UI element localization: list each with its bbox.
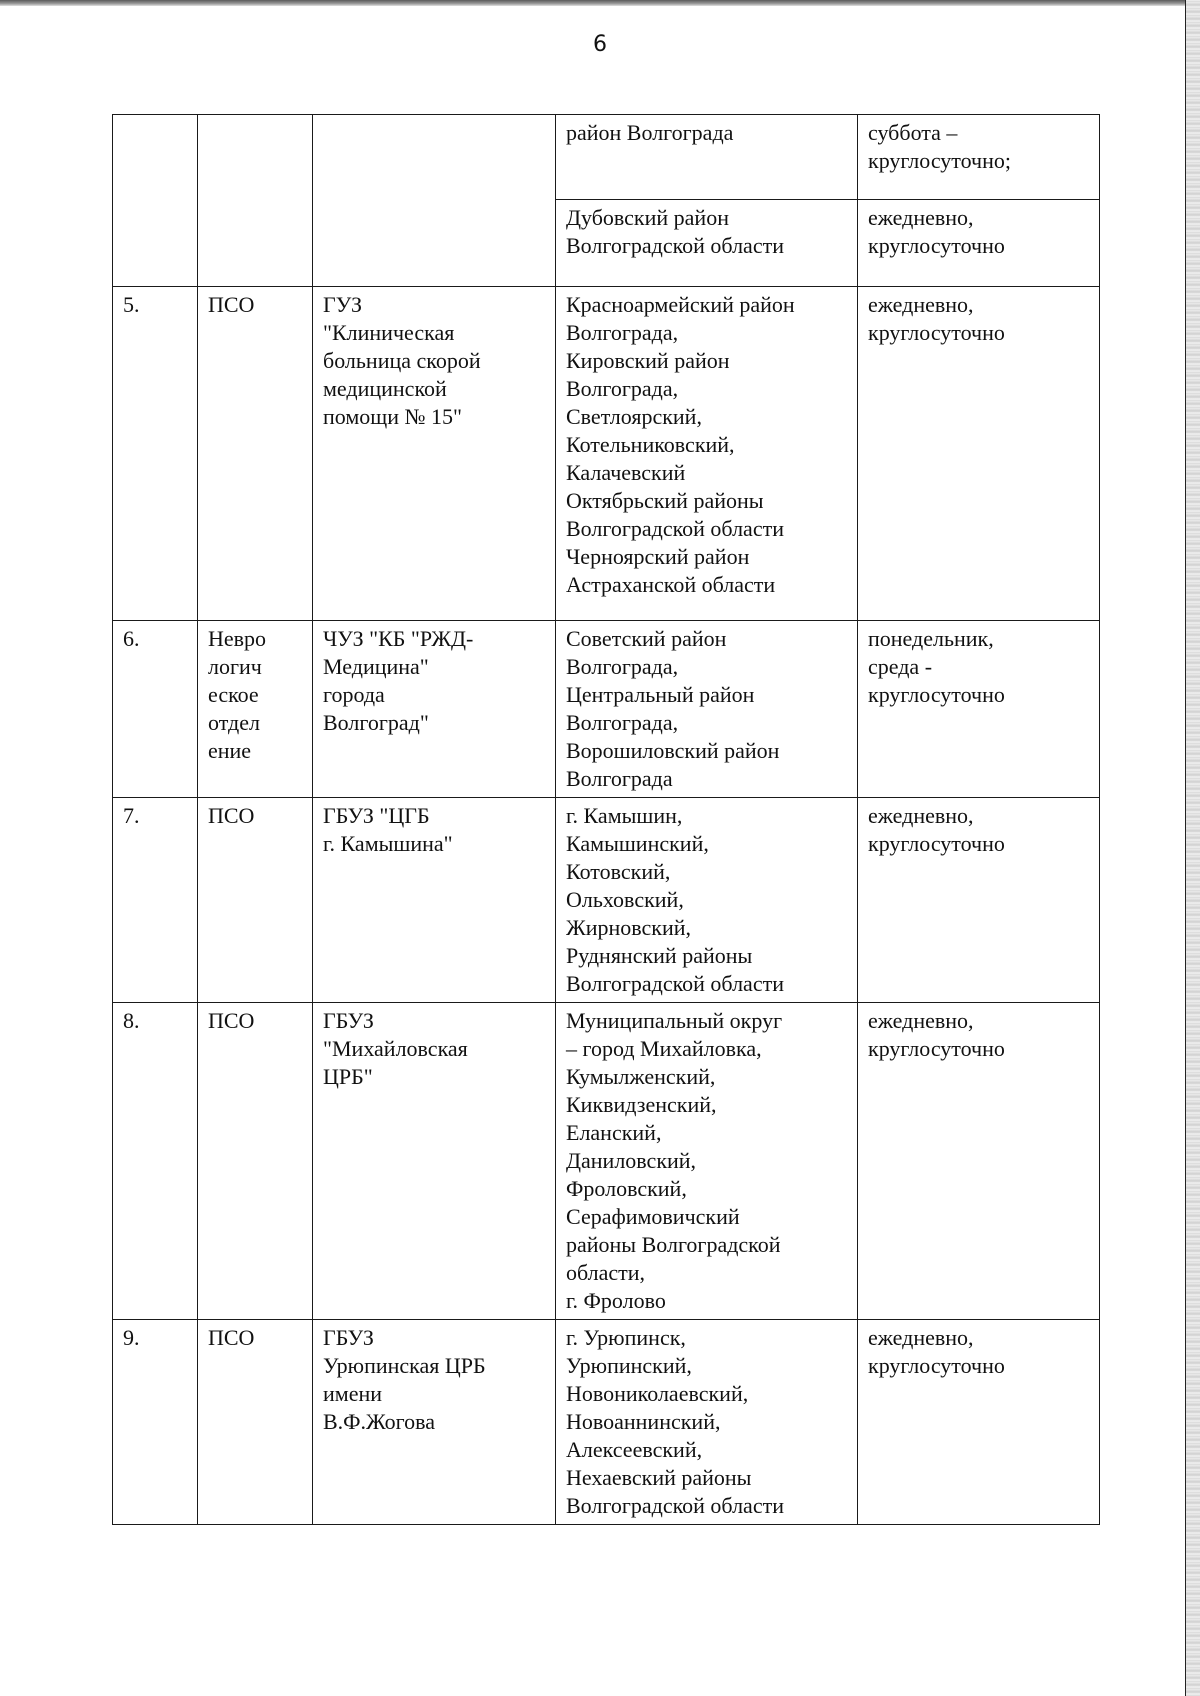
schedule: ежедневно, круглосуточно: [858, 798, 1100, 1003]
table-row: [113, 621, 1100, 798]
institution-name: ЧУЗ "КБ "РЖД- Медицина" города Волгоград": [313, 621, 556, 798]
schedule: ежедневно, круглосуточно: [858, 1003, 1100, 1320]
unit-type: ПСО: [198, 798, 313, 1003]
institution-name: ГБУЗ Урюпинская ЦРБ имени В.Ф.Жогова: [313, 1320, 556, 1525]
row-number: 7.: [113, 798, 198, 1003]
scan-right-edge: [1185, 0, 1200, 1696]
service-area: г. Урюпинск, Урюпинский, Новониколаевский, Новоаннинский, Алексеевский, Нехаевский районы Волгоградской области: [556, 1320, 858, 1525]
table-row: [113, 287, 1100, 621]
table-row-continuation-1: [113, 115, 1100, 200]
unit-type: Невро логич еское отдел ение: [198, 621, 313, 798]
row-number: 9.: [113, 1320, 198, 1525]
schedule-cell: суббота – круглосуточно;: [858, 115, 1100, 200]
type-cell: [198, 200, 313, 287]
schedule-cell: ежедневно, круглосуточно: [858, 200, 1100, 287]
type-cell: [198, 115, 313, 200]
table-row: [113, 1320, 1100, 1525]
institution-name: ГУЗ "Клиническая больница скорой медицинской помощи № 15": [313, 287, 556, 621]
schedule: ежедневно, круглосуточно: [858, 1320, 1100, 1525]
table-row: [113, 1003, 1100, 1320]
schedule: ежедневно, круглосуточно: [858, 287, 1100, 621]
num-cell: [113, 200, 198, 287]
institution-cell: [313, 200, 556, 287]
page-number: 6: [593, 32, 607, 57]
facilities-table: [112, 114, 1100, 1525]
area-cell: Дубовский район Волгоградской области: [556, 200, 858, 287]
institution-name: ГБУЗ "Михайловская ЦРБ": [313, 1003, 556, 1320]
service-area: Муниципальный округ – город Михайловка, Кумылженский, Киквидзенский, Еланский, Даниловский, Фроловский, Серафимовичский районы Волгоградской области, г. Фролово: [556, 1003, 858, 1320]
num-cell: [113, 115, 198, 200]
service-area: г. Камышин, Камышинский, Котовский, Ольховский, Жирновский, Руднянский районы Волгоградской области: [556, 798, 858, 1003]
row-number: 6.: [113, 621, 198, 798]
table-row: [113, 798, 1100, 1003]
service-area: Красноармейский район Волгограда, Кировский район Волгограда, Светлоярский, Котельниковский, Калачевский Октябрьский районы Волгоградской области Черноярский район Астраханской области: [556, 287, 858, 621]
table-row-continuation-2: [113, 200, 1100, 287]
row-number: 5.: [113, 287, 198, 621]
unit-type: ПСО: [198, 1003, 313, 1320]
scan-top-edge: [0, 0, 1200, 6]
schedule: понедельник, среда - круглосуточно: [858, 621, 1100, 798]
service-area: Советский район Волгограда, Центральный район Волгограда, Ворошиловский район Волгограда: [556, 621, 858, 798]
row-number: 8.: [113, 1003, 198, 1320]
area-cell: район Волгограда: [556, 115, 858, 200]
institution-cell: [313, 115, 556, 200]
unit-type: ПСО: [198, 287, 313, 621]
institution-name: ГБУЗ "ЦГБ г. Камышина": [313, 798, 556, 1003]
unit-type: ПСО: [198, 1320, 313, 1525]
